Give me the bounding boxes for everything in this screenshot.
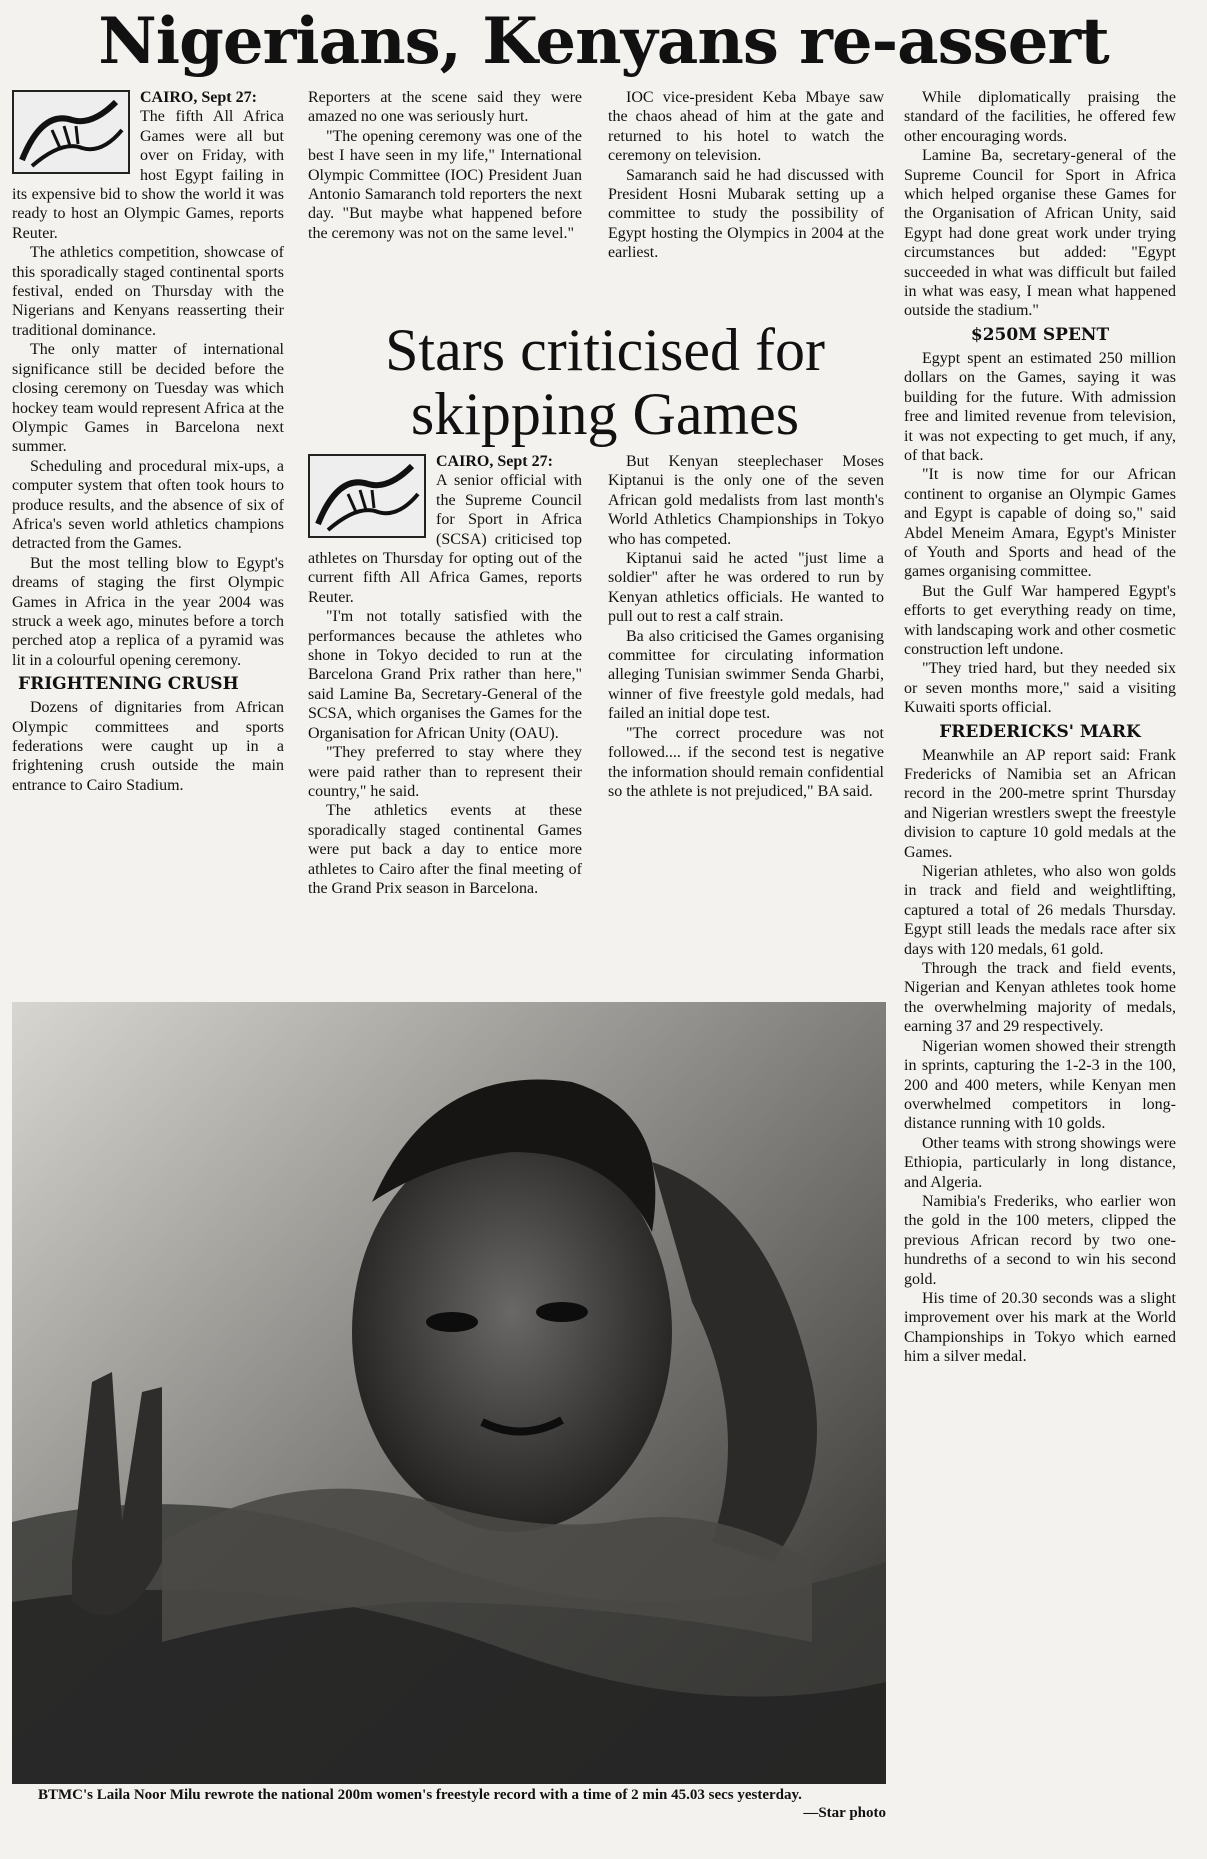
article1-paragraph: But the most telling blow to Egypt's dreams of staging the first Olympic Games in Africa in the year 2004 was struck a week ago, minutes before a torch perched atop a replica of a pyramid was lit in a colourful opening ceremony. [12,554,284,669]
article2-headline: Stars criticised for skipping Games [385,318,825,447]
article2-column-2 [608,452,884,992]
swimmer-photo [12,1002,886,1784]
article1-paragraph: Nigerian athletes, who also won golds in track and field and weightlifting, captured a total of 26 medals Thursday. Egypt still leads the medals race after six days with 120 medals, 61 gold. [904,863,1176,958]
article1-paragraph: The only matter of international significance still be decided before the closing ceremony on Tuesday was which hockey team would represent Africa at the Olympic Games in Barcelona next summer. [12,341,284,456]
article2-paragraph: Ba also criticised the Games organising committee for circulating information alleging Tunisian swimmer Senda Gharbi, winner of five freestyle gold medals, had failed an initial dope test. [608,627,884,723]
article2-paragraph: The athletics events at these sporadically staged continental Games were put back a day to entice more athletes to Cairo after the final meeting of the Grand Prix season in Barcelona. [308,802,582,897]
article1-column-3 [608,88,884,304]
article1-paragraph: "It is now time for our African continent to organise an Olympic Games and Egypt is capable of doing so," said Abdel Meneim Amara, Egypt's Minister of Youth and Sports and head of the games organising committee. [904,466,1176,581]
article1-paragraph: Scheduling and procedural mix-ups, a computer system that often took hours to produce results, and the absence of six of Africa's seven world athletics champions detracted from the Games. [12,457,284,553]
article1-paragraph: Namibia's Frederiks, who earlier won the gold in the 100 meters, clipped the previous African record by two one-hundreths of a second to win his second gold. [904,1192,1176,1288]
article2-dateline: CAIRO, Sept 27: [436,453,553,470]
article1-paragraph: But the Gulf War hampered Egypt's efforts to get everything ready on time, with landscaping work and other cosmetic construction left undone. [904,582,1176,658]
article1-paragraph: Egypt spent an estimated 250 million dollars on the Games, saying it was building for the future. With admission free and limited revenue from television, it was not expecting to get much, if any, of that back. [904,349,1176,464]
article1-column-1 [12,88,284,834]
article2-paragraph: Kiptanui said he acted "just lime a soldier" after he was ordered to run by Kenyan athletics officials. He wanted to pull out to rest a calf strain. [608,550,884,626]
subhead-frightening-crush: FRIGHTENING CRUSH [18,674,239,695]
article1-paragraph: Samaranch said he had discussed with President Hosni Mubarak setting up a committee to study the possibility of Egypt hosting the Olympics in 2004 at the earliest. [608,166,884,262]
article1-column-2 [308,88,582,304]
article1-paragraph: Lamine Ba, secretary-general of the Supreme Council for Sport in Africa which helped organise these Games for the Organisation of African Unity, said Egypt had done great work under trying circumstances but added: "Egypt succeeded in what was difficult but failed in what was easy, I mean what happened outside the stadium." [904,147,1176,320]
article1-paragraph: His time of 20.30 seconds was a slight improvement over his mark at the World Championships in Tokyo which earned him a silver medal. [904,1289,1176,1366]
games-logo-icon [12,90,132,176]
article1-paragraph: "The opening ceremony was one of the best I have seen in my life," International Olympic Committee (IOC) President Juan Antonio Samaranch told reporters the next day. "But maybe what happened before the ceremony was not on the same level." [308,127,582,242]
article1-paragraph: Meanwhile an AP report said: Frank Fredericks of Namibia set an African record in the 200-metre sprint Thursday and Nigerian wrestlers swept the freestyle division to capture 10 gold medals at the Games. [904,746,1176,861]
article1-dateline: CAIRO, Sept 27: [140,89,257,106]
article1-paragraph: Through the track and field events, Nigerian and Kenyan athletes took home the overwhelming majority of medals, earning 37 and 29 respectively. [904,960,1176,1036]
article2-paragraph: A senior official with the Supreme Council for Sport in Africa (SCSA) criticised top athletes on Thursday for opting out of the current fifth All Africa Games, reports Reuter. [308,472,582,606]
article1-paragraph: IOC vice-president Keba Mbaye saw the chaos ahead of him at the gate and returned to his hotel to watch the ceremony on television. [608,89,884,165]
article2-paragraph: "They preferred to stay where they were paid rather than to represent their country," he said. [308,744,582,800]
article1-paragraph: "They tried hard, but they needed six or seven months more," said a visiting Kuwaiti sports official. [904,660,1176,717]
article1-paragraph: Dozens of dignitaries from African Olympic committees and sports federations were caught up in a frightening crush outside the main entrance to Cairo Stadium. [12,699,284,794]
article2-paragraph: "I'm not totally satisfied with the performances because the athletes who shone in Tokyo decided to run at the Barcelona Grand Prix rather than here," said Lamine Ba, Secretary-General of the SCSA, which organises the Games for the Organisation for African Unity (OAU). [308,608,582,742]
photo-caption [38,1786,886,1834]
games-logo-icon [308,454,428,540]
article2-paragraph: "The correct procedure was not followed.... if the second test is negative the information should remain confidential so the athlete is not prejudiced," BA said. [608,724,884,800]
subhead-fredericks-mark: FREDERICKS' MARK [939,721,1141,742]
article2-column-1 [308,452,582,992]
article1-paragraph: Other teams with strong showings were Ethiopia, particularly in long distance, and Algeria. [904,1134,1176,1191]
photo-credit: —Star photo [803,1805,886,1821]
article1-paragraph: The fifth All Africa Games were all but over on Friday, with host Egypt failing in its expensive bid to show the world it was ready to host an Olympic Games, reports Reuter. [12,108,284,242]
article2-paragraph: But Kenyan steeplechaser Moses Kiptanui is the only one of the seven African gold medalists from last month's World Athletics Championships in Tokyo who has competed. [608,453,884,548]
article1-paragraph: Nigerian women showed their strength in sprints, capturing the 1-2-3 in the 100, 200 and 400 meters, while Kenyan men overwhelmed competitors in long-distance running with 10 golds. [904,1037,1176,1133]
photo-caption-text: BTMC's Laila Noor Milu rewrote the national 200m women's freestyle record with a time of 2 min 45.03 secs yesterday. [38,1787,802,1803]
main-headline: Nigerians, Kenyans re-assert [98,4,1109,79]
article1-column-4 [904,88,1176,1848]
article1-paragraph: Reporters at the scene said they were amazed no one was seriously hurt. [308,89,582,126]
article1-paragraph: While diplomatically praising the standard of the facilities, he offered few other encouraging words. [904,89,1176,145]
subhead-250m-spent: $250M SPENT [970,324,1110,345]
article1-paragraph: The athletics competition, showcase of this sporadically staged continental sports festival, ended on Thursday with the Nigerians and Kenyans reasserting their traditional dominance. [12,244,284,339]
